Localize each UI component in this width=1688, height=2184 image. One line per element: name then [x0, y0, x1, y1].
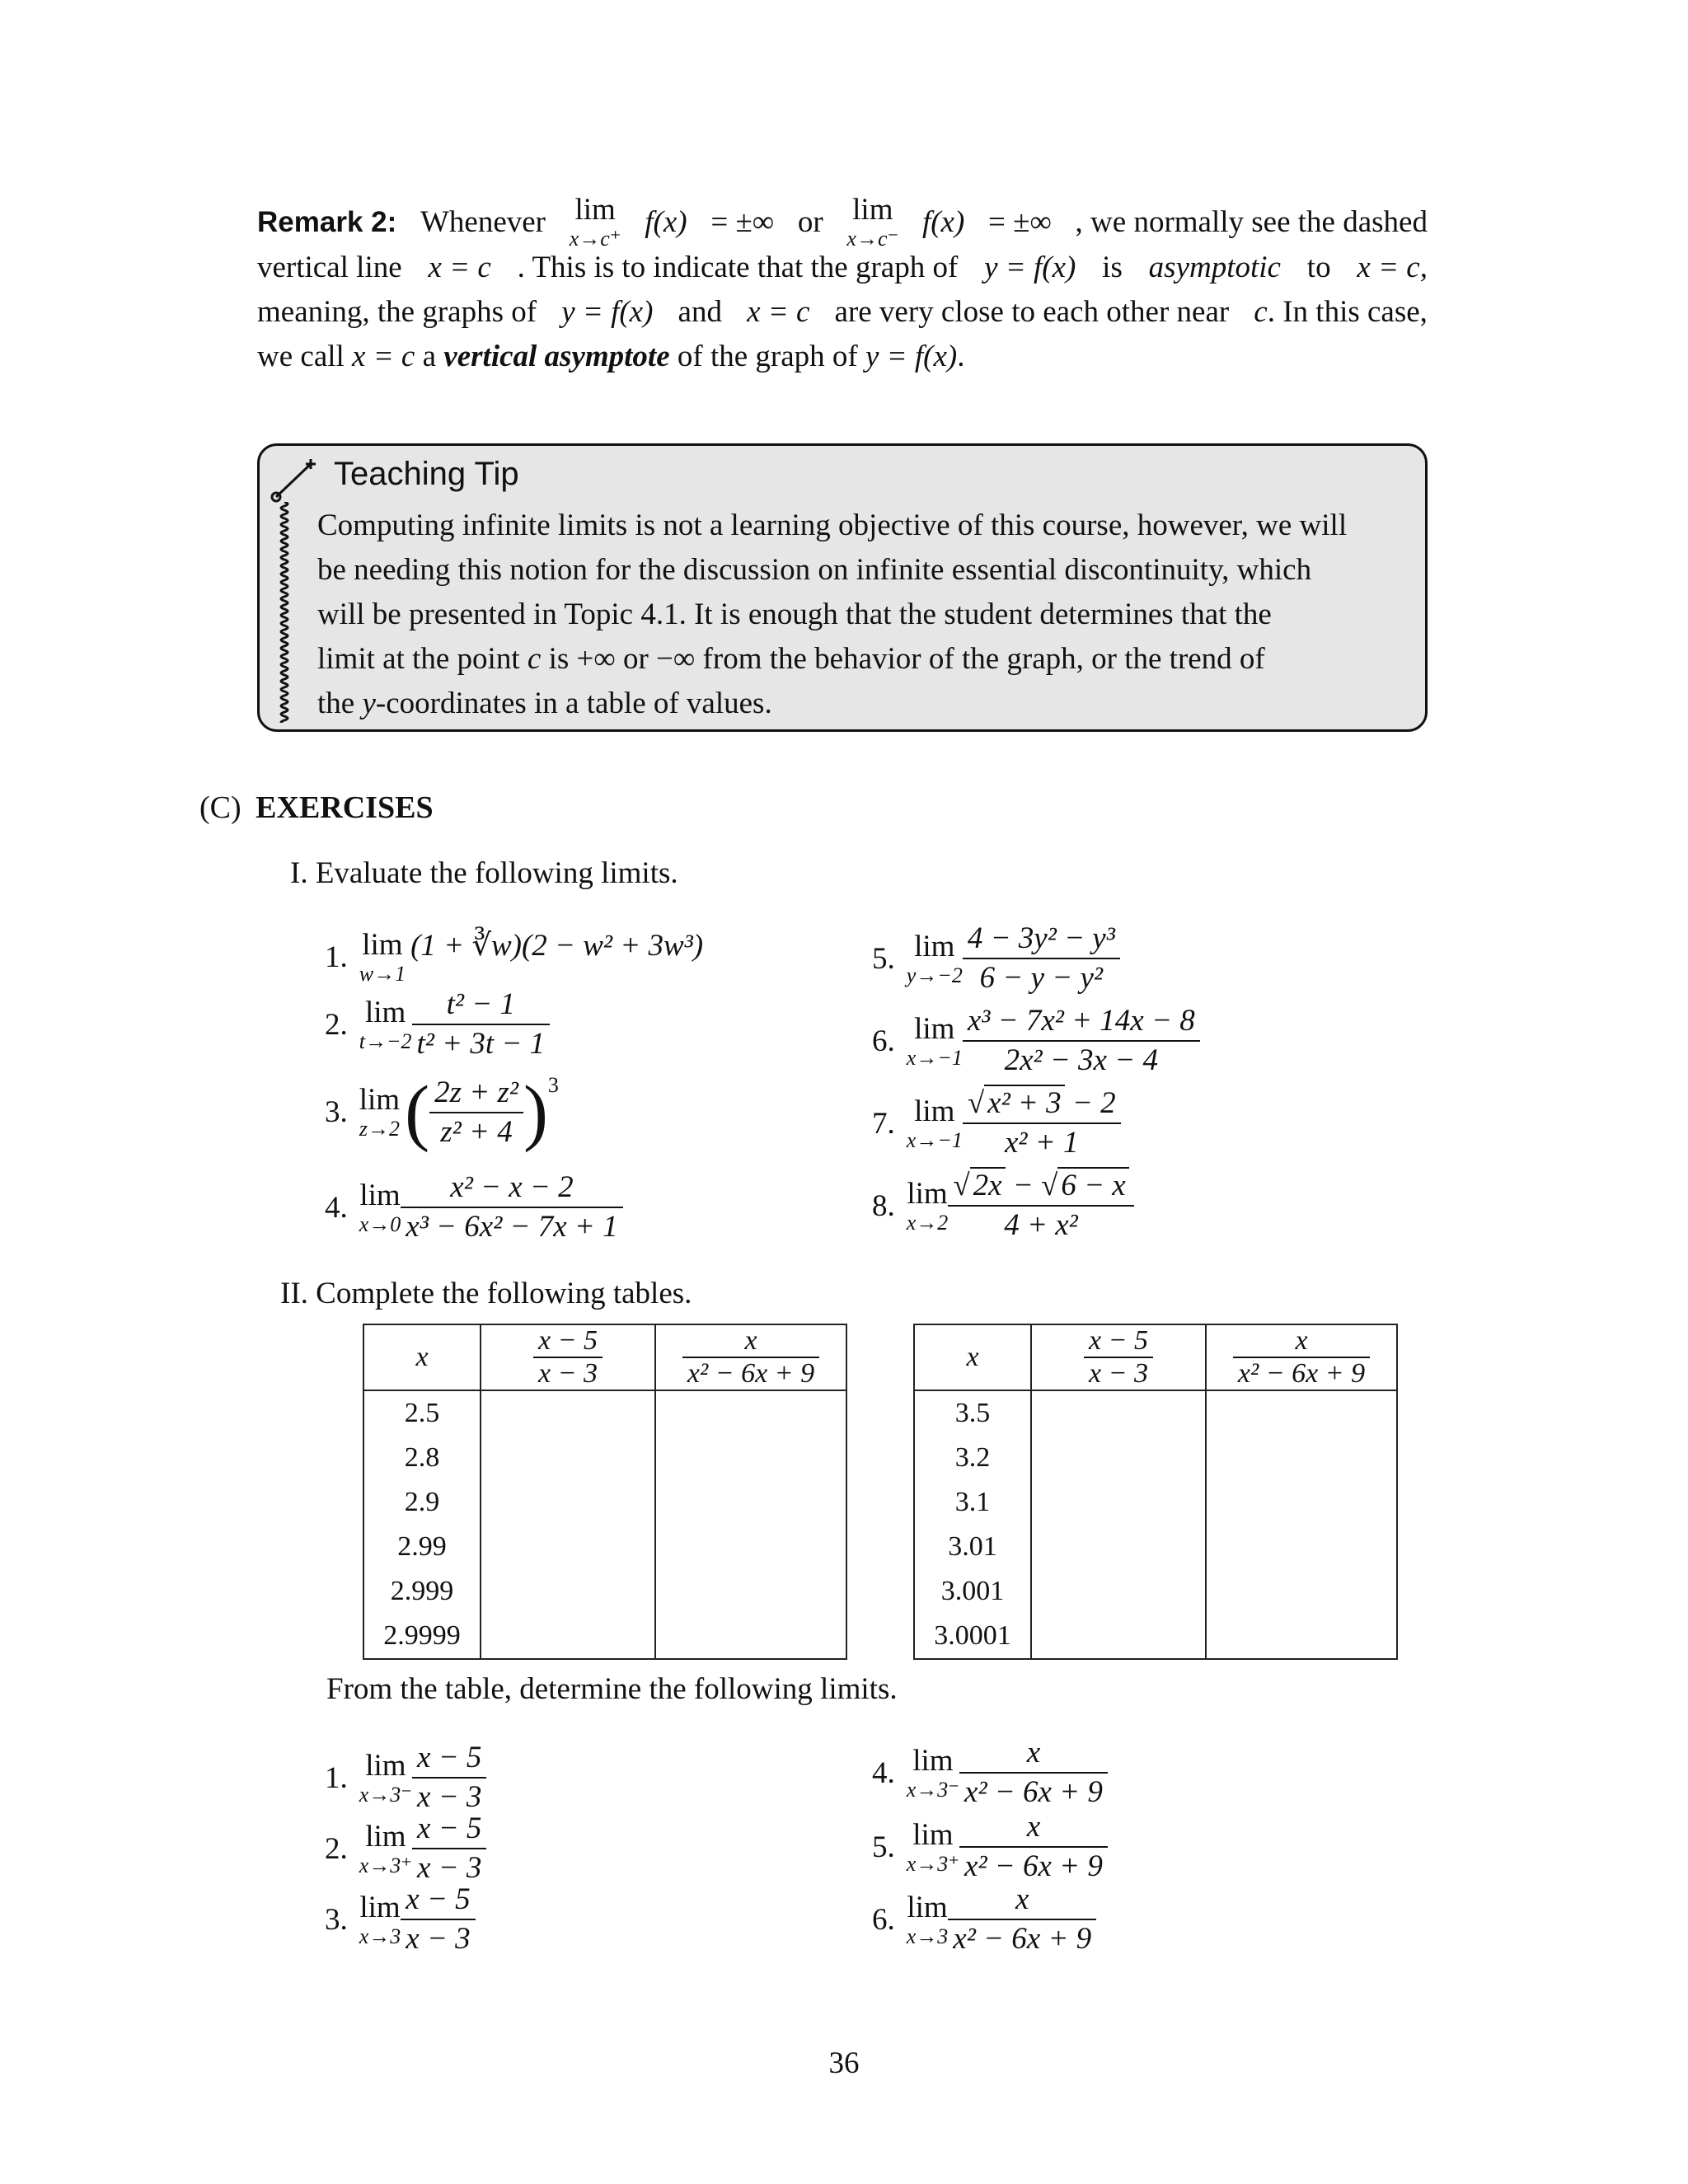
tip-line: the y-coordinates in a table of values.	[317, 687, 772, 720]
remark-text: are very close to each other near	[834, 295, 1230, 329]
table-row: 3.0001	[914, 1614, 1397, 1659]
table-row: 3.01	[914, 1525, 1397, 1569]
tip-line: Computing infinite limits is not a learning objective of this course, however, we will	[317, 509, 1348, 542]
section-title: EXERCISES	[256, 790, 434, 825]
remark-line-3	[257, 290, 1428, 335]
remark-text: or	[797, 204, 823, 239]
remark-line-4	[257, 335, 964, 379]
follow-up-text: From the table, determine the following limits.	[326, 1672, 898, 1706]
tip-line: limit at the point c is +∞ or −∞ from the behavior of the graph, or the trend of	[317, 642, 1265, 676]
remark-text: . This is to indicate that the graph of	[517, 251, 959, 284]
math-y-eq-fx: y = f(x)	[984, 251, 1076, 284]
exercise-3: 3. lim z→2 ( $\frac{\text{2z + z²}}{\text{z² + 4}}$ ) 3	[325, 1071, 559, 1153]
remark-text: is	[1102, 251, 1123, 284]
exercise-7: 7. lim x→−1 $\frac{\text{√ x² + 3 − 2}}{\text{x² + 1}}$	[872, 1085, 1121, 1162]
math-y-eq-fx: y = f(x)	[561, 295, 654, 329]
table-row: 3.001	[914, 1569, 1397, 1614]
exercise-8: 8. lim x→2 $\frac{√ 2x - √ 6 - x}{\text{4 + x²}}$	[872, 1167, 1134, 1244]
math-eq: = ±∞	[710, 204, 775, 239]
remark-text: .	[957, 340, 965, 373]
table-left	[363, 1324, 847, 1660]
table-header-col2: $\frac{x - 5}{x - 3}$	[481, 1324, 655, 1390]
table-row: 3.2	[914, 1436, 1397, 1480]
math-fx: f(x)	[921, 204, 965, 239]
math-x-eq-c: x = c	[428, 251, 491, 284]
remark-text: a	[422, 340, 437, 373]
table-row: 3.5	[914, 1390, 1397, 1436]
remark-text: we call	[257, 340, 345, 373]
table-row: 2.9	[363, 1480, 846, 1525]
exercise-4: 4. lim x→0 $\frac{\text{x² − x − 2}}{\text{x³ − 6x² − 7x + 1}}$	[325, 1169, 623, 1246]
remark-text: meaning, the graphs of	[257, 295, 537, 329]
remark-text: . In this case,	[1267, 295, 1428, 329]
math-y-eq-fx: y = f(x)	[865, 340, 958, 373]
table-limit-4: 4. lim x→3⁻ $\frac{x}{\text{x² − 6x + 9}}$	[872, 1734, 1108, 1811]
section-heading	[199, 790, 434, 826]
remark-line-2	[257, 246, 1428, 290]
remark-text: of the graph of	[677, 340, 858, 373]
pencil-icon	[268, 454, 326, 504]
teaching-tip-box	[257, 443, 1428, 732]
table-limit-3: 3. lim x→3 $\frac{x - 5}{x - 3}$	[325, 1881, 476, 1958]
table-row: 2.8	[363, 1436, 846, 1480]
exercise-5: 5. lim y→−2 $\frac{\text{4 − 3y² − y³}}{\text{6 − y − y²}}$	[872, 920, 1120, 997]
part2-heading: II. Complete the following tables.	[280, 1277, 692, 1310]
table-row: 2.9999	[363, 1614, 846, 1659]
table-limit-1: 1. lim x→3⁻ $\frac{x - 5}{x - 3}$	[325, 1739, 486, 1816]
exercise-1: 1. lim w→1 (1 + ∛w)(2 − w² + 3w³)	[325, 928, 704, 986]
table-header-col3: $\frac{x}{\text{x² − 6x + 9}}$	[1206, 1324, 1397, 1390]
table-header-x: x	[363, 1324, 481, 1390]
math-x-eq-c: x = c	[747, 295, 810, 329]
remark-line-1	[257, 194, 1428, 250]
wavy-line-icon	[274, 502, 294, 723]
remark-text: and	[678, 295, 722, 329]
remark-text: , we normally see the dashed	[1075, 204, 1428, 239]
table-header-col3: $\frac{x}{\text{x² − 6x + 9}}$	[655, 1324, 846, 1390]
math-eq: = ±∞	[988, 204, 1052, 239]
exercise-6: 6. lim x→−1 $\frac{\text{x³ − 7x² + 14x − 8}}{\text{2x² − 3x − 4}}$	[872, 1002, 1200, 1080]
table-limit-5: 5. lim x→3⁺ $\frac{x}{\text{x² − 6x + 9}}$	[872, 1808, 1108, 1886]
teaching-tip-title: Teaching Tip	[334, 456, 519, 492]
table-header-x: x	[914, 1324, 1031, 1390]
part1-heading: I. Evaluate the following limits.	[290, 856, 678, 890]
limit-right: lim x→c⁺	[569, 193, 621, 251]
tip-line: will be presented in Topic 4.1. It is enough that the student determines that the	[317, 598, 1272, 631]
math-x-eq-c: x = c	[352, 340, 415, 373]
teaching-tip-text	[317, 504, 1405, 726]
section-label: (C)	[199, 790, 241, 825]
page-number: 36	[828, 2046, 860, 2080]
remark-text: vertical line	[257, 251, 402, 284]
table-limit-6: 6. lim x→3 $\frac{x}{\text{x² − 6x + 9}}$	[872, 1881, 1096, 1958]
remark-text: to	[1306, 251, 1331, 284]
emphasis-asymptotic: asymptotic	[1148, 251, 1281, 284]
table-row: 3.1	[914, 1480, 1397, 1525]
exercise-2: 2. lim t→−2 $\frac{\text{t² − 1}}{\text{t² + 3t − 1}}$	[325, 986, 550, 1063]
table-limit-2: 2. lim x→3⁺ $\frac{x - 5}{x - 3}$	[325, 1810, 486, 1887]
remark-text: Whenever	[420, 204, 546, 239]
math-x-eq-c: x = c,	[1357, 251, 1428, 284]
table-right	[913, 1324, 1398, 1660]
table-row: 2.5	[363, 1390, 846, 1436]
limit-left: lim x→c⁻	[846, 193, 899, 251]
math-c: c	[1254, 295, 1268, 329]
remark-label: Remark 2:	[257, 205, 397, 238]
emphasis-vertical-asymptote: vertical asymptote	[443, 340, 670, 373]
table-row: 2.99	[363, 1525, 846, 1569]
tip-line: be needing this notion for the discussion on infinite essential discontinuity, which	[317, 553, 1312, 587]
table-header-col2: $\frac{x - 5}{x - 3}$	[1031, 1324, 1206, 1390]
math-fx: f(x)	[645, 204, 687, 239]
table-row: 2.999	[363, 1569, 846, 1614]
